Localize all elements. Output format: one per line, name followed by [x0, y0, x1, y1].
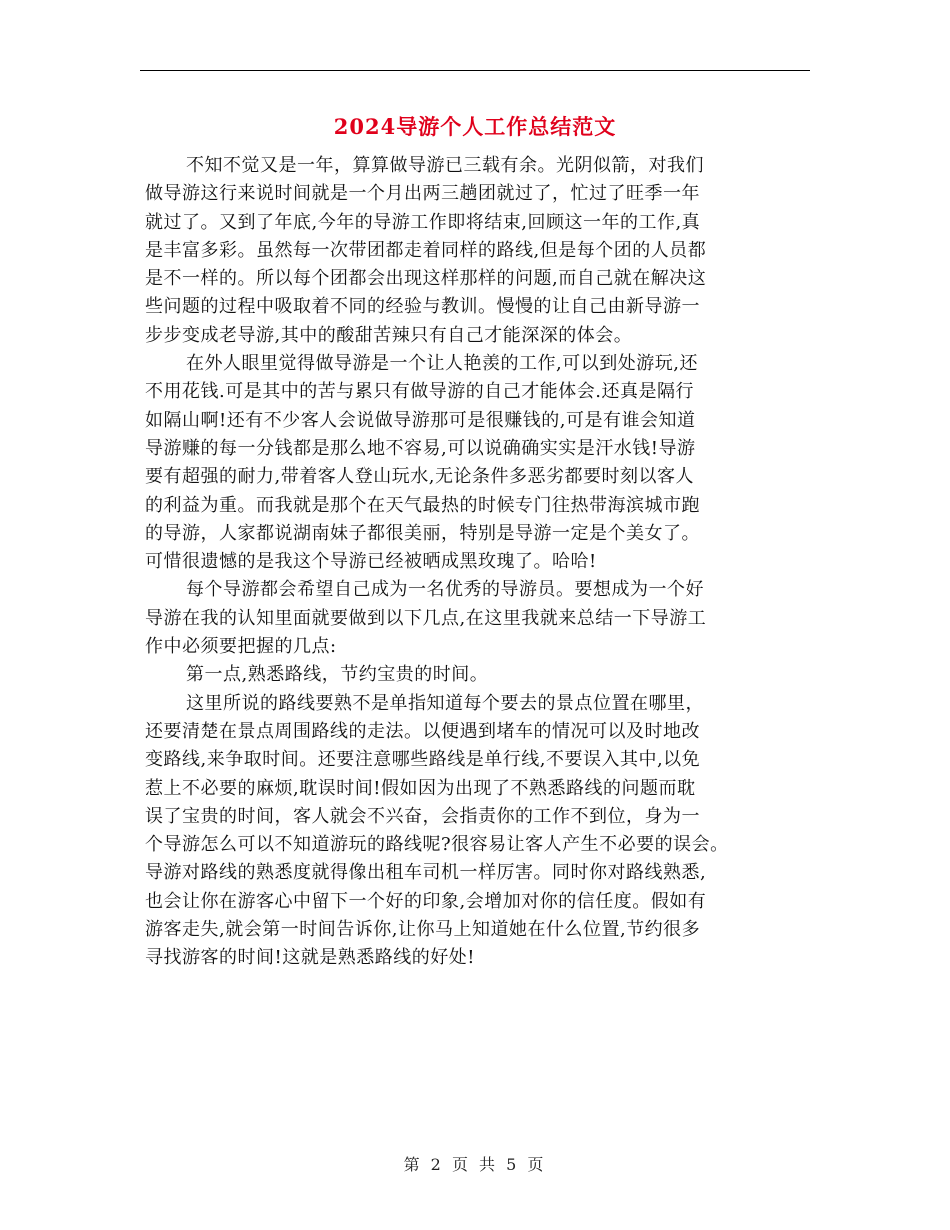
body-line: 不用花钱.可是其中的苦与累只有做导游的自己才能体会.还真是隔行 [145, 381, 694, 403]
body-line: 要有超强的耐力,带着客人登山玩水,无论条件多恶劣都要时刻以客人 [145, 466, 694, 488]
body-line: 每个导游都会希望自己成为一名优秀的导游员。要想成为一个好 [186, 579, 704, 601]
body-line: 变路线,来争取时间。还要注意哪些路线是单行线,不要误入其中,以免 [145, 749, 701, 771]
body-line: 不知不觉又是一年，算算做导游已三载有余。光阴似箭，对我们 [186, 155, 704, 176]
page-footer: 第 2 页 共 5 页 [403, 1155, 547, 1174]
body-line: 是不一样的。所以每个团都会出现这样那样的问题,而自己就在解决这 [145, 268, 707, 290]
body-line: 是丰富多彩。虽然每一次带团都走着同样的路线,但是每个团的人员都 [145, 239, 707, 261]
body-line: 作中必须要把握的几点: [145, 636, 337, 658]
body-line: 第一点,熟悉路线，节约宝贵的时间。 [186, 664, 489, 686]
document-title: 2024导游个人工作总结范文 [333, 114, 617, 139]
body-line: 也会让你在游客心中留下一个好的印象,会增加对你的信任度。假如有 [145, 890, 707, 912]
body-line: 还要清楚在景点周围路线的走法。以便遇到堵车的情况可以及时地改 [145, 720, 700, 742]
body-line: 如隔山啊!还有不少客人会说做导游那可是很赚钱的,可是有谁会知道 [145, 409, 696, 431]
body-line: 做导游这行来说时间就是一个月出两三趟团就过了，忙过了旺季一年 [145, 183, 700, 205]
body-line: 游客走失,就会第一时间告诉你,让你马上知道她在什么位置,节约很多 [145, 919, 701, 941]
body-line: 在外人眼里觉得做导游是一个让人艳羡的工作,可以到处游玩,还 [186, 353, 698, 375]
body-line: 步步变成老导游,其中的酸甜苦辣只有自己才能深深的体会。 [145, 324, 633, 346]
body-line: 些问题的过程中吸取着不同的经验与教训。慢慢的让自己由新导游一 [145, 296, 700, 318]
body-line: 导游赚的每一分钱都是那么地不容易,可以说确确实实是汗水钱!导游 [145, 437, 696, 459]
body-line: 的导游，人家都说湖南妹子都很美丽，特别是导游一定是个美女了。 [145, 522, 700, 544]
body-line: 惹上不必要的麻烦,耽误时间!假如因为出现了不熟悉路线的问题而耽 [145, 777, 696, 799]
body-line: 这里所说的路线要熟不是单指知道每个要去的景点位置在哪里， [186, 692, 704, 714]
body-line: 寻找游客的时间!这就是熟悉路线的好处! [145, 947, 475, 969]
document-body [145, 152, 813, 973]
body-line: 的利益为重。而我就是那个在天气最热的时候专门往热带海滨城市跑 [145, 494, 700, 516]
body-line: 导游对路线的熟悉度就得像出租车司机一样厉害。同时你对路线熟悉, [145, 862, 707, 884]
body-line: 误了宝贵的时间，客人就会不兴奋，会指责你的工作不到位，身为一 [145, 805, 700, 827]
body-line: 可惜很遗憾的是我这个导游已经被晒成黑玫瑰了。哈哈! [145, 551, 597, 573]
header-rule [140, 70, 810, 71]
body-line: 导游在我的认知里面就要做到以下几点,在这里我就来总结一下导游工 [145, 607, 707, 629]
body-line: 就过了。又到了年底,今年的导游工作即将结束,回顾这一年的工作,真 [145, 211, 701, 233]
body-line: 个导游怎么可以不知道游玩的路线呢?很容易让客人产生不必要的误会。 [145, 834, 729, 856]
